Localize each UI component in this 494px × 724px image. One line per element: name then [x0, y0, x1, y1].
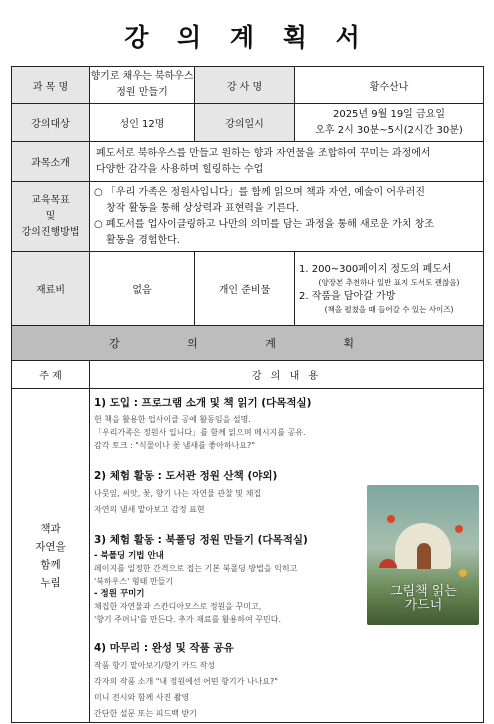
book-cover-caption-line-1: 그림책 읽는: [389, 584, 457, 599]
target-value: 성인 12명: [90, 104, 195, 142]
section-3-line-4: '향기 주머니'를 만든다. 추가 재료를 활용하여 꾸민다.: [94, 615, 282, 624]
section-2-title: 2) 체험 활동 : 도서관 정원 산책 (야외): [94, 470, 278, 482]
objective-1-line-2: 창작 활동을 통해 상상력과 표현력을 기른다.: [106, 202, 299, 214]
section-3-line-2: '북하우스' 형태 만들기: [94, 577, 174, 586]
flower-dot: [455, 525, 463, 533]
section-1-line-3: 감각 토크 : "식물이나 꽃 냄새를 좋아하나요?": [94, 441, 255, 450]
theme-line-1: 책과: [40, 522, 61, 535]
date-line-2: 오후 2시 30분~5시(2시간 30분): [315, 124, 463, 136]
objectives-label: [12, 182, 90, 252]
target-label: 강의대상: [12, 104, 90, 142]
content-column-header: 강 의 내 용: [90, 361, 484, 389]
personal-item-2: 2. 작품을 담아갈 가방: [299, 290, 396, 302]
fee-value: 없음: [90, 252, 195, 326]
subject-value: 향기로 채우는 북하우스 정원 만들기: [90, 67, 195, 104]
section-3-line-1: 페이지를 일정한 간격으로 접는 기본 북폴딩 방법을 익히고: [94, 564, 298, 573]
section-3-line-3: 채집한 자연물과 스칸디아모스로 정원을 꾸미고,: [94, 602, 262, 611]
section-3-sub-1: - 북폴딩 기법 안내: [94, 551, 164, 561]
section-2-line-1: 나뭇잎, 씨앗, 꽃, 향기 나는 자연물 관찰 및 채집: [94, 489, 262, 498]
date-value: [295, 104, 484, 142]
section-4-line-4: 간단한 설문 또는 피드백 받기: [94, 709, 197, 718]
section-1-line-2: 「우리가족은 정원사 입니다」를 함께 읽으며 메시지를 공유.: [94, 428, 306, 437]
personal-item-1: 1. 200~300페이지 정도의 폐도서: [299, 263, 452, 275]
section-4-line-2: 각자의 작품 소개 "내 정원에선 어떤 향기가 나나요?": [94, 677, 278, 686]
section-4-line-3: 미니 전시와 함께 사진 촬영: [94, 693, 190, 702]
section-3-title: 3) 체험 활동 : 북폴딩 정원 만들기 (다목적실): [94, 534, 308, 546]
content-cell: [90, 389, 484, 723]
theme-line-2: 자연을: [35, 540, 66, 553]
book-cover-caption: [367, 585, 479, 613]
book-cover-caption-line-2: 가드너: [404, 598, 443, 613]
plan-section-header: 강 의 계 획: [12, 326, 484, 361]
section-4-title: 4) 마무리 : 완성 및 작품 공유: [94, 642, 234, 654]
objective-1-line-1: ○ 「우리 가족은 정원사입니다」를 함께 읽으며 책과 자연, 예술이 어우러진: [94, 186, 425, 198]
flower-dot: [387, 515, 395, 523]
personal-item-1-note: (양장본 추천하나 일반 표지 도서도 괜찮음): [318, 277, 460, 287]
section-3-sub-2: - 정원 꾸미기: [94, 589, 145, 599]
objectives-label-line-3: 강의진행방법: [21, 226, 80, 238]
theme-line-3: 함께: [40, 558, 61, 571]
document-title: 강 의 계 획 서: [124, 23, 370, 52]
section-2-line-2: 자연의 냄새 맡아보고 감정 표현: [94, 505, 205, 514]
instructor-label: 강 사 명: [195, 67, 295, 104]
intro-text: 폐도서로 북하우스를 만들고 원하는 향과 자연물을 조합하여 꾸미는 과정에서 다양한 감각을 사용하며 힐링하는 수업: [90, 142, 484, 182]
section-1-title: 1) 도입 : 프로그램 소개 및 책 읽기 (다목적실): [94, 397, 312, 409]
objectives-label-line-2: 및: [45, 210, 56, 222]
instructor-value: 황수산나: [295, 67, 484, 104]
theme-value: [12, 389, 90, 723]
date-label: 강의일시: [195, 104, 295, 142]
objectives-text: [90, 182, 484, 252]
personal-item-2-note: (책을 펼쳤을 때 들어갈 수 있는 사이즈): [324, 304, 454, 314]
section-4-line-1: 작품 향기 맡아보기/향기 카드 작성: [94, 661, 216, 670]
content-text: [90, 389, 364, 722]
personal-items-list: [295, 252, 484, 326]
objective-2-line-2: 활동을 경험한다.: [106, 234, 180, 246]
book-cover-image: [364, 389, 483, 722]
subject-label: 과 목 명: [12, 67, 90, 104]
intro-label: 과목소개: [12, 142, 90, 182]
book-house-door: [417, 543, 431, 569]
lecture-plan-table: [11, 66, 484, 723]
fee-label: 재료비: [12, 252, 90, 326]
theme-line-4: 누림: [40, 576, 61, 589]
section-1-line-1: 헌 책을 활용한 업사이클 공예 활동임을 설명.: [94, 415, 251, 424]
flower-dot: [459, 569, 467, 577]
theme-column-header: 주 제: [12, 361, 90, 389]
personal-items-label: 개인 준비물: [195, 252, 295, 326]
objective-2-line-1: ○ 폐도서를 업사이클링하고 나만의 의미를 담는 과정을 통해 새로운 가치 창조: [94, 218, 434, 230]
book-cover-illustration: [367, 485, 479, 625]
date-line-1: 2025년 9월 19일 금요일: [332, 108, 446, 120]
objectives-label-line-1: 교육목표: [31, 194, 70, 206]
